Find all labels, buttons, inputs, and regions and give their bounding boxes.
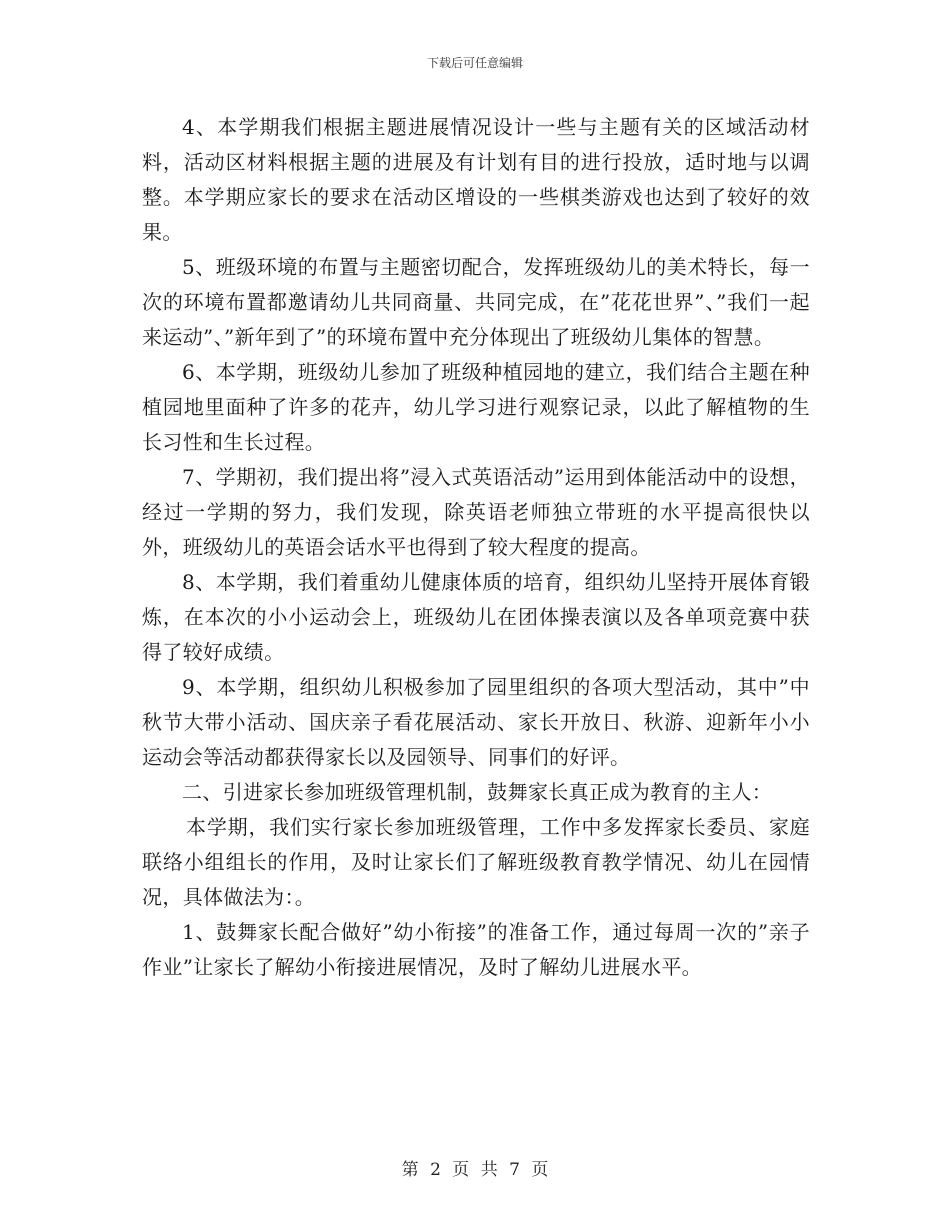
section-heading-2: 二、引进家长参加班级管理机制，鼓舞家长真正成为教育的主人：: [182, 780, 773, 804]
paragraph-4: 4、本学期我们根据主题进展情况设计一些与主题有关的区域活动材料，活动区材料根据主题的进展及有计划有目的进行投放，适时地与以调整。本学期应家长的要求在活动区增设的一些棋类游戏也达到了较好的效果。: [142, 115, 810, 244]
paragraph-6: 6、本学期，班级幼儿参加了班级种植园地的建立，我们结合主题在种植园地里面种了许多的花卉，幼儿学习进行观察记录，以此了解植物的生长习性和生长过程。: [142, 360, 810, 454]
page-header-note: 下载后可任意编辑: [426, 56, 523, 70]
paragraph-5: 5、班级环境的布置与主题密切配合，发挥班级幼儿的美术特长，每一次的环境布置都邀请幼儿共同商量、共同完成，在”花花世界”、”我们一起来运动”、”新年到了”的环境布置中充分体现出了班级幼儿集体的智慧。: [142, 255, 810, 349]
paragraph-section-intro: 本学期，我们实行家长参加班级管理，工作中多发挥家长委员、家庭联络小组组长的作用，及时让家长们了解班级教育教学情况、幼儿在园情况，具体做法为：。: [142, 815, 810, 909]
page-number: 第 2 页 共 7 页: [401, 1160, 549, 1180]
paragraph-8: 8、本学期，我们着重幼儿健康体质的培育，组织幼儿坚持开展体育锻炼，在本次的小小运动会上，班级幼儿在团体操表演以及各单项竞赛中获得了较好成绩。: [142, 570, 810, 664]
paragraph-7: 7、学期初，我们提出将”浸入式英语活动”运用到体能活动中的设想，经过一学期的努力，我们发现，除英语老师独立带班的水平提高很快以外，班级幼儿的英语会话水平也得到了较大程度的提高。: [142, 465, 810, 559]
document-body: [142, 110, 810, 985]
paragraph-9: 9、本学期，组织幼儿积极参加了园里组织的各项大型活动，其中”中秋节大带小活动、国庆亲子看花展活动、家长开放日、秋游、迎新年小小运动会等活动都获得家长以及园领导、同事们的好评。: [142, 675, 810, 769]
paragraph-1: 1、鼓舞家长配合做好”幼小衔接”的准备工作，通过每周一次的”亲子作业”让家长了解幼小衔接进展情况，及时了解幼儿进展水平。: [142, 920, 810, 979]
